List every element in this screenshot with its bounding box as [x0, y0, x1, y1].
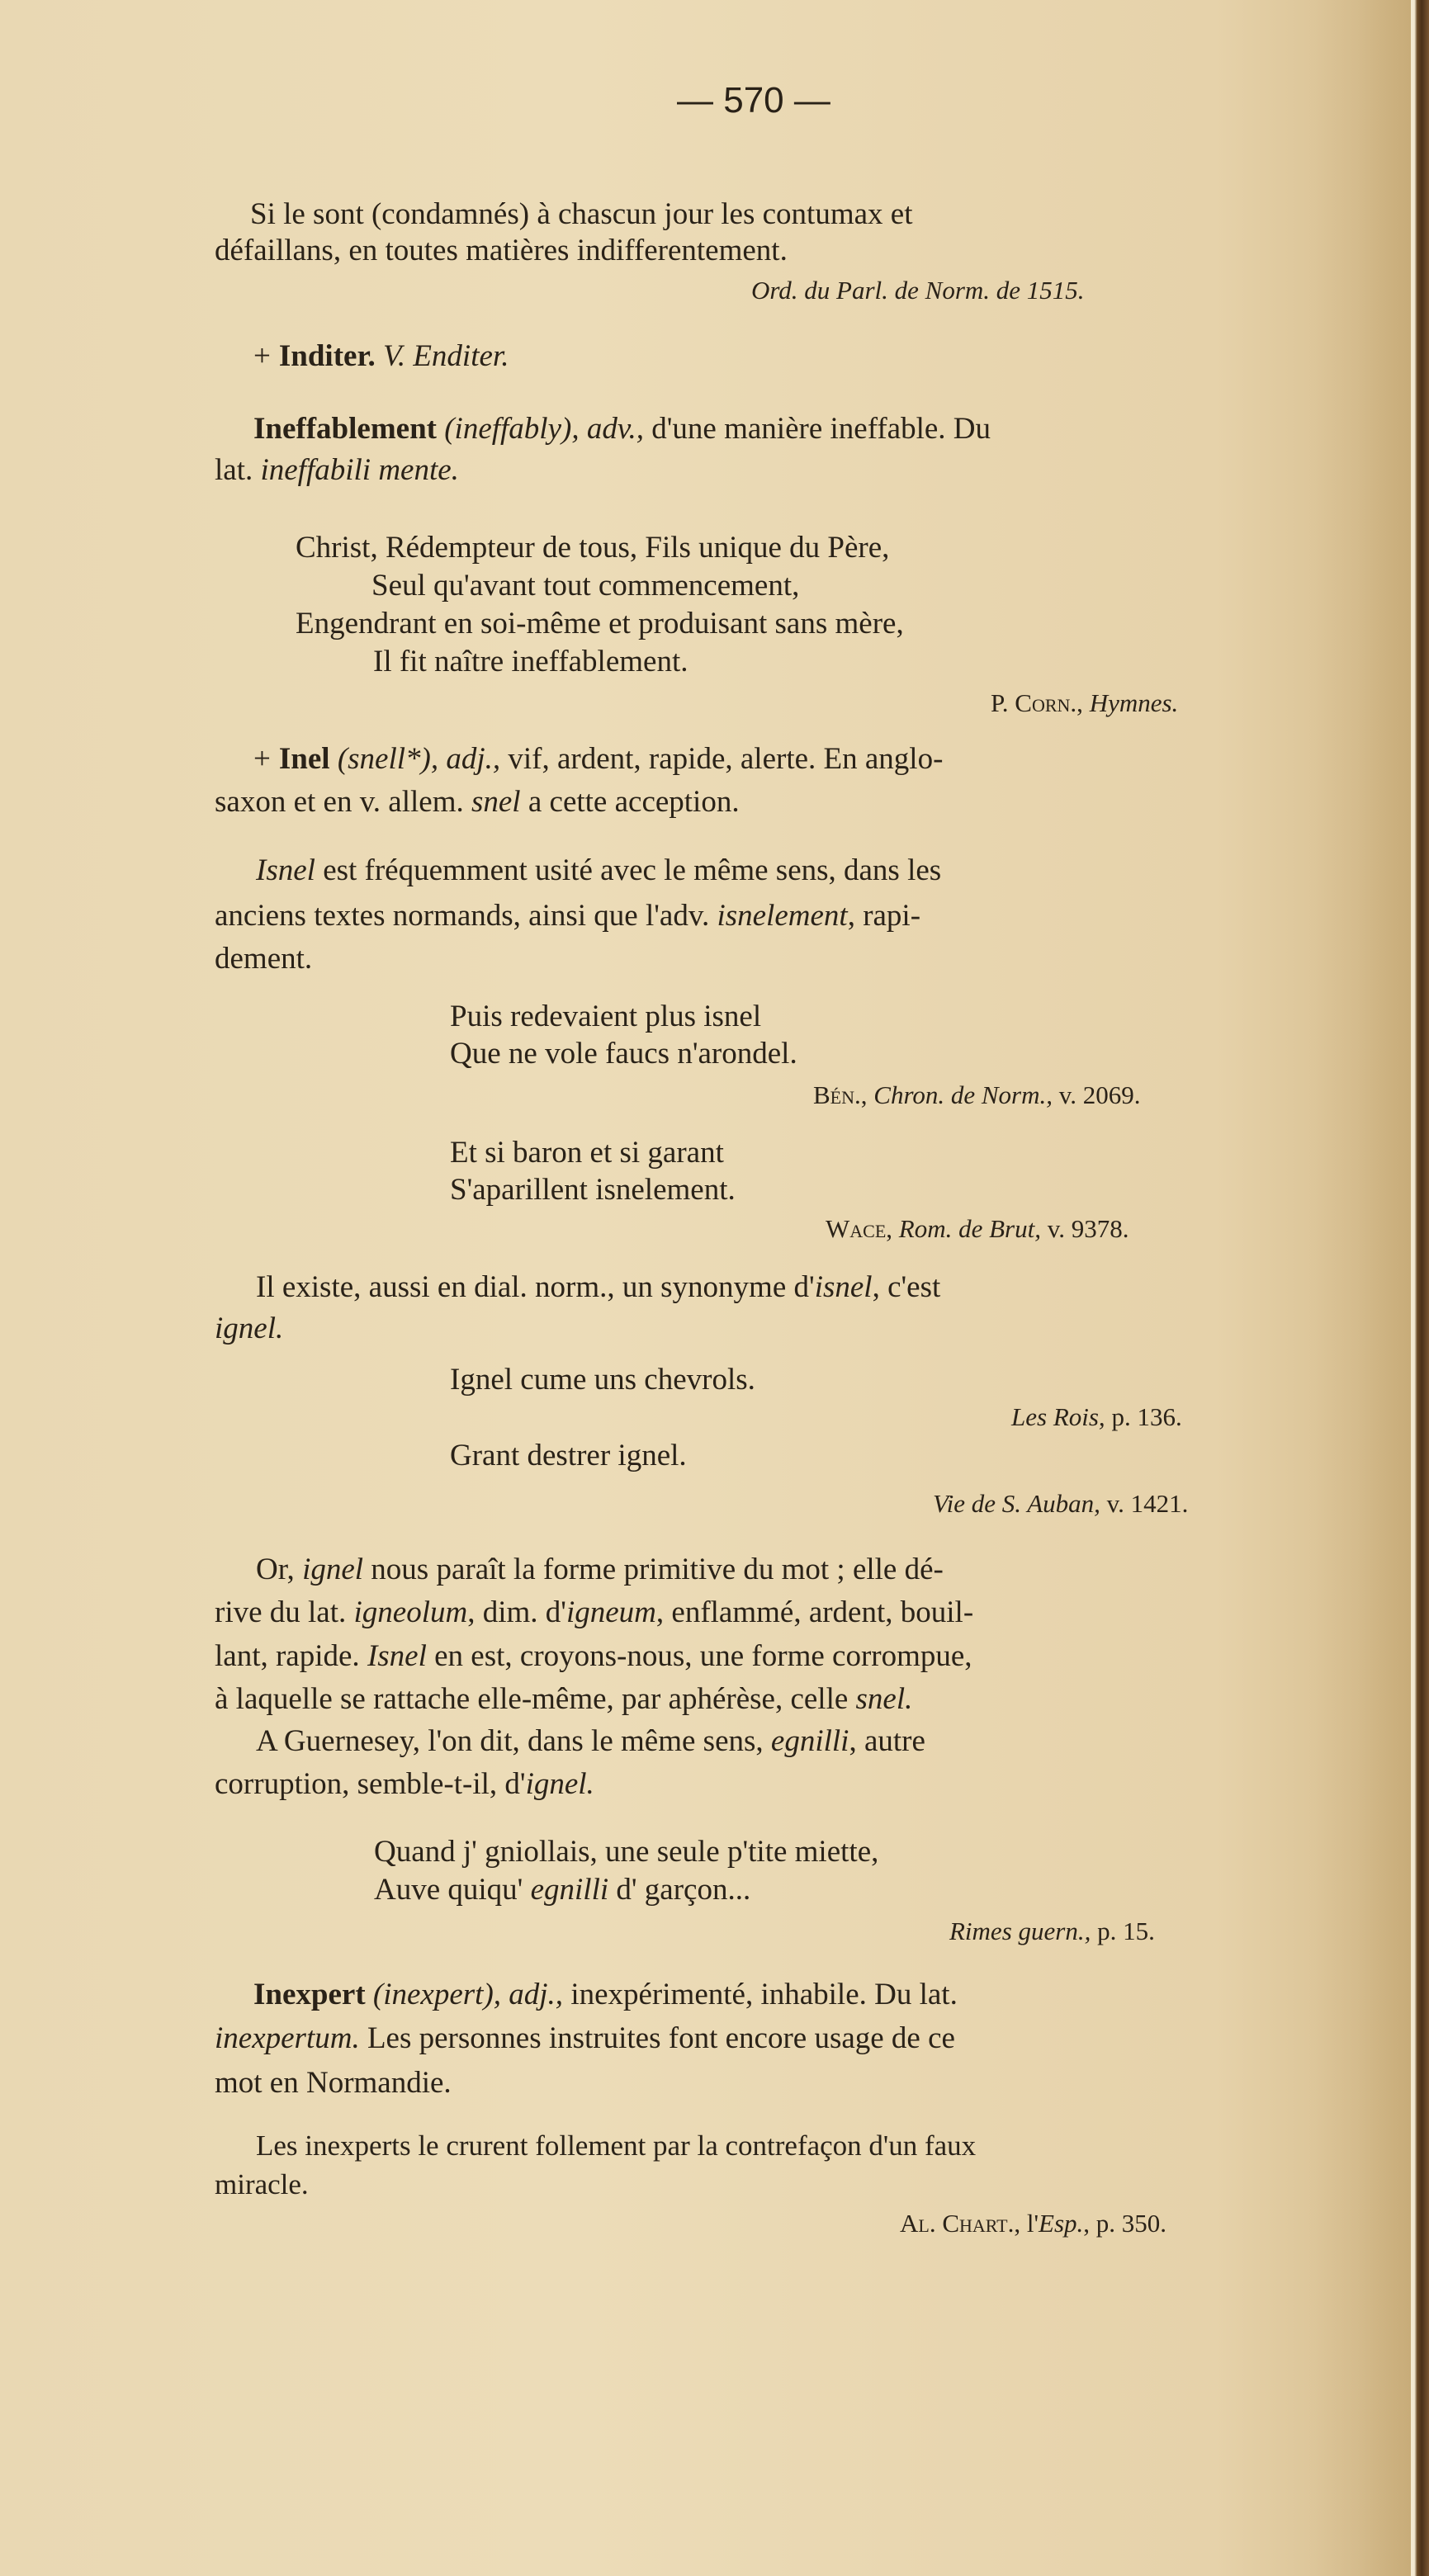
- part-of-speech: adj.,: [446, 742, 501, 776]
- citation-work: Vie de S. Auban,: [933, 1489, 1100, 1518]
- paragraph-text: A Guernesey, l'on dit, dans le même sens,: [256, 1724, 764, 1758]
- citation-ref: v. 1421.: [1106, 1489, 1189, 1518]
- verse-line: Puis redevaient plus isnel: [450, 1000, 762, 1033]
- citation: [900, 2205, 1166, 2242]
- variant-word: ignel: [302, 1553, 364, 1586]
- paragraph-text: dement.: [215, 942, 313, 976]
- spine-shadow: [1312, 0, 1411, 2576]
- variant-word: ignel.: [525, 1767, 594, 1801]
- entry-inditer: [253, 338, 509, 375]
- page-edge: [1411, 0, 1429, 2576]
- paragraph-text: , dim. d': [467, 1595, 566, 1629]
- verse-line: S'aparillent isnelement.: [450, 1173, 736, 1207]
- latin-etymon: igneum: [565, 1595, 656, 1629]
- definition: saxon et en v. allem.: [215, 785, 464, 819]
- paragraph-text: en est, croyons-nous, une forme corrompue,: [434, 1639, 972, 1673]
- english-gloss: (inexpert),: [372, 1978, 502, 2011]
- citation-work: l': [1026, 2209, 1039, 2238]
- citation-ref: p. 15.: [1097, 1917, 1155, 1945]
- citation-work: Hymnes.: [1089, 688, 1179, 717]
- latin-etymon: inexpertum.: [215, 2021, 360, 2055]
- citation: [991, 685, 1178, 721]
- variant-word: Isnel: [256, 853, 315, 887]
- paragraph-text: , rapi-: [847, 899, 921, 933]
- headword: Ineffablement: [253, 412, 437, 446]
- citation: [813, 1077, 1141, 1113]
- variant-word: egnilli: [530, 1873, 609, 1907]
- headword: Inel: [278, 742, 330, 776]
- variant-word: isnel: [814, 1270, 873, 1304]
- part-of-speech: adj.,: [509, 1978, 564, 2011]
- citation-author: Wace,: [826, 1214, 893, 1243]
- latin-etymon: ineffabili mente.: [260, 453, 459, 487]
- variant-word: Isnel: [367, 1639, 427, 1673]
- variant-word: ignel.: [215, 1312, 284, 1345]
- verse-line: Que ne vole faucs n'arondel.: [450, 1037, 797, 1071]
- variant-word: egnilli: [770, 1724, 849, 1758]
- cognate: snel: [471, 785, 521, 819]
- citation-work: Rom. de Brut,: [898, 1214, 1041, 1243]
- definition: inexpérimenté, inhabile. Du lat.: [570, 1978, 958, 2011]
- verse-line: Ignel cume uns chevrols.: [450, 1363, 755, 1397]
- paragraph-text: corruption, semble-t-il, d': [215, 1767, 526, 1801]
- page-number: — 570 —: [677, 80, 830, 121]
- headword: Inditer.: [278, 339, 376, 373]
- quote-line: miracle.: [215, 2168, 309, 2200]
- definition: d'une manière ineffable. Du: [651, 412, 991, 446]
- paragraph-text: lant, rapide.: [215, 1639, 360, 1673]
- citation-work: Rimes guern.,: [949, 1917, 1091, 1945]
- citation-author: P. Corn.,: [991, 688, 1083, 717]
- paragraph-text: , c'est: [872, 1270, 941, 1304]
- definition: vif, ardent, rapide, alerte. En anglo-: [508, 742, 944, 776]
- verse-line: Quand j' gniollais, une seule p'tite miette,: [374, 1835, 879, 1869]
- citation-author: Bén.,: [813, 1080, 868, 1109]
- paragraph-text: , autre: [849, 1724, 925, 1758]
- paragraph-text: Or,: [256, 1553, 295, 1586]
- definition: mot en Normandie.: [215, 2066, 452, 2100]
- headword: Inexpert: [253, 1978, 366, 2011]
- variant-word: snel.: [855, 1682, 913, 1716]
- english-gloss: (ineffably),: [444, 412, 580, 446]
- citation: [1011, 1399, 1182, 1435]
- citation-ref: p. 136.: [1111, 1402, 1182, 1431]
- paragraph-text: est fréquemment usité avec le même sens, dans les: [323, 853, 942, 887]
- citation: [826, 1211, 1129, 1247]
- verse-line: Grant destrer ignel.: [450, 1439, 687, 1472]
- latin-etymon: igneolum: [353, 1595, 468, 1629]
- variant-word: isnelement: [717, 899, 848, 933]
- citation-author: Al. Chart.,: [900, 2209, 1021, 2238]
- quote-line: défaillans, en toutes matières indifferentement.: [215, 234, 788, 267]
- paragraph-text: rive du lat.: [215, 1595, 347, 1629]
- definition: Les personnes instruites font encore usage de ce: [367, 2021, 955, 2055]
- see-also-prefix: V.: [382, 339, 406, 373]
- definition: lat.: [215, 453, 253, 487]
- verse-text: d' garçon...: [616, 1873, 751, 1907]
- paragraph-text: Il existe, aussi en dial. norm., un synonyme d': [256, 1270, 815, 1304]
- citation-work: Les Rois,: [1011, 1402, 1105, 1431]
- quote-line: Si le sont (condamnés) à chascun jour les contumax et: [250, 197, 913, 231]
- citation-ref: v. 2069.: [1058, 1080, 1141, 1109]
- verse-text: Auve quiqu': [374, 1873, 523, 1907]
- citation-work: Esp.: [1039, 2209, 1084, 2238]
- see-also-word: Enditer.: [413, 339, 509, 373]
- citation: [933, 1486, 1188, 1522]
- paragraph-text: nous paraît la forme primitive du mot ; elle dé-: [371, 1553, 944, 1586]
- paragraph-text: , enflammé, ardent, bouil-: [655, 1595, 974, 1629]
- paragraph-text: à laquelle se rattache elle-même, par aphérèse, celle: [215, 1682, 849, 1716]
- verse-line: Il fit naître ineffablement.: [373, 645, 688, 678]
- quote-line: Les inexperts le crurent follement par la contrefaçon d'un faux: [256, 2129, 977, 2162]
- definition: a cette acception.: [528, 785, 740, 819]
- citation-ref: v. 9378.: [1047, 1214, 1129, 1243]
- part-of-speech: adv.,: [586, 412, 645, 446]
- cross-marker-icon: +: [253, 742, 271, 776]
- verse-line: Seul qu'avant tout commencement,: [371, 569, 800, 603]
- citation: [949, 1913, 1155, 1950]
- verse-line: Christ, Rédempteur de tous, Fils unique du Père,: [296, 531, 890, 565]
- verse-line: Et si baron et si garant: [450, 1136, 724, 1170]
- citation-ref: , p. 350.: [1083, 2209, 1167, 2238]
- paragraph-text: anciens textes normands, ainsi que l'adv.: [215, 899, 710, 933]
- cross-marker-icon: +: [253, 339, 271, 373]
- english-gloss: (snell*),: [337, 742, 439, 776]
- citation: Ord. du Parl. de Norm. de 1515.: [751, 276, 1085, 305]
- citation-work: Chron. de Norm.,: [873, 1080, 1053, 1109]
- verse-line: Engendrant en soi-même et produisant sans mère,: [296, 607, 904, 640]
